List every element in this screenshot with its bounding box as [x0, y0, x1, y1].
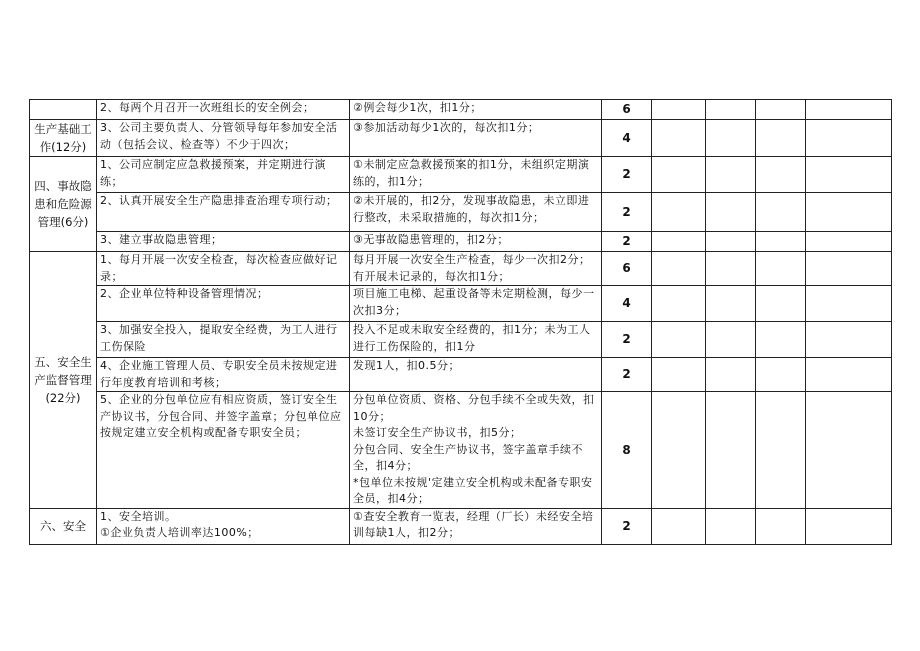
- table-row: [30, 100, 892, 120]
- empty-cell: [806, 322, 892, 358]
- table-row: [30, 120, 892, 157]
- requirement-cell: 3、建立事故隐患管理；: [97, 232, 350, 252]
- empty-cell: [652, 392, 706, 509]
- category-cell: 五、安全生产监督管理(22分): [30, 252, 97, 509]
- empty-cell: [756, 157, 806, 193]
- requirement-cell: 5、企业的分包单位应有相应资质，签订安全生产协议书，分包合同、并签字盖章；分包单位应按规定建立安全机构或配备专职安全员；: [97, 392, 350, 509]
- score-cell: 2: [602, 358, 652, 392]
- empty-cell: [652, 508, 706, 544]
- empty-cell: [806, 232, 892, 252]
- empty-cell: [706, 120, 756, 157]
- table-row: [30, 358, 892, 392]
- score-cell: 6: [602, 252, 652, 286]
- standard-cell: 分包单位资质、资格、分包手续不全或失效，扣10分； 未签订安全生产协议书，扣5分； 分包合同、安全生产协议书，签字盖章手续不全，扣4分； *包单位未按规'定建立安全机构或未配备专职安全员，扣4分；: [350, 392, 602, 509]
- empty-cell: [756, 286, 806, 322]
- empty-cell: [806, 100, 892, 120]
- empty-cell: [756, 508, 806, 544]
- standard-cell: ②未开展的，扣2分，发现事故隐患，未立即进行整改，未采取措施的，每次扣1分；: [350, 193, 602, 232]
- score-cell: 2: [602, 193, 652, 232]
- empty-cell: [652, 322, 706, 358]
- score-cell: 2: [602, 508, 652, 544]
- empty-cell: [806, 157, 892, 193]
- requirement-cell: 2、每两个月召开一次班组长的安全例会；: [97, 100, 350, 120]
- requirement-cell: 2、企业单位特种设备管理情况；: [97, 286, 350, 322]
- empty-cell: [806, 286, 892, 322]
- empty-cell: [706, 157, 756, 193]
- empty-cell: [652, 100, 706, 120]
- requirement-cell: 3、公司主要负责人、分管领导每年参加安全活动（包括会议、检查等）不少于四次；: [97, 120, 350, 157]
- standard-cell: 每月开展一次安全生产检查，每少一次扣2分；有开展未记录的，每次扣1分；: [350, 252, 602, 286]
- standard-cell: ③参加活动每少1次的，每次扣1分；: [350, 120, 602, 157]
- empty-cell: [756, 252, 806, 286]
- empty-cell: [652, 232, 706, 252]
- empty-cell: [706, 392, 756, 509]
- score-cell: 2: [602, 157, 652, 193]
- empty-cell: [652, 120, 706, 157]
- empty-cell: [706, 508, 756, 544]
- score-cell: 8: [602, 392, 652, 509]
- table-row: [30, 157, 892, 193]
- table-row: [30, 392, 892, 509]
- empty-cell: [806, 358, 892, 392]
- empty-cell: [706, 322, 756, 358]
- empty-cell: [652, 286, 706, 322]
- category-cell: 生产基础工作(12分): [30, 120, 97, 157]
- category-cell: 六、安全: [30, 508, 97, 544]
- empty-cell: [652, 157, 706, 193]
- empty-cell: [652, 358, 706, 392]
- score-cell: 2: [602, 232, 652, 252]
- empty-cell: [652, 252, 706, 286]
- empty-cell: [806, 508, 892, 544]
- empty-cell: [652, 193, 706, 232]
- safety-assessment-table: [29, 99, 892, 545]
- empty-cell: [756, 392, 806, 509]
- empty-cell: [706, 100, 756, 120]
- requirement-cell: 1、公司应制定应急救援预案，并定期进行演练；: [97, 157, 350, 193]
- score-cell: 4: [602, 286, 652, 322]
- empty-cell: [756, 322, 806, 358]
- empty-cell: [756, 358, 806, 392]
- empty-cell: [756, 120, 806, 157]
- requirement-cell: 1、安全培训。 ①企业负责人培训率达100%；: [97, 508, 350, 544]
- score-cell: 6: [602, 100, 652, 120]
- empty-cell: [806, 392, 892, 509]
- requirement-cell: 1、每月开展一次安全检查，每次检查应做好记录；: [97, 252, 350, 286]
- table-row: [30, 193, 892, 232]
- table-row: [30, 322, 892, 358]
- empty-cell: [756, 232, 806, 252]
- standard-cell: ①查安全教育一览表，经理（厂长）未经安全培训每缺1人，扣2分；: [350, 508, 602, 544]
- empty-cell: [806, 193, 892, 232]
- empty-cell: [806, 252, 892, 286]
- requirement-cell: 4、企业施工管理人员、专职安全员未按规定进行年度教育培训和考核；: [97, 358, 350, 392]
- empty-cell: [706, 193, 756, 232]
- table-row: [30, 252, 892, 286]
- requirement-cell: 3、加强安全投入，提取安全经费，为工人进行工伤保险: [97, 322, 350, 358]
- standard-cell: ③无事故隐患管理的，扣2分；: [350, 232, 602, 252]
- category-cell: 四、事故隐患和危险源管理(6分): [30, 157, 97, 252]
- standard-cell: 发现1人，扣0.5分；: [350, 358, 602, 392]
- empty-cell: [706, 232, 756, 252]
- empty-cell: [706, 286, 756, 322]
- standard-cell: ②例会每少1次，扣1分；: [350, 100, 602, 120]
- empty-cell: [806, 120, 892, 157]
- table-row: [30, 232, 892, 252]
- table-row: [30, 286, 892, 322]
- table-row: [30, 508, 892, 544]
- empty-cell: [706, 252, 756, 286]
- standard-cell: ①未制定应急救援预案的扣1分，未组织定期演练的，扣1分；: [350, 157, 602, 193]
- empty-cell: [756, 100, 806, 120]
- empty-cell: [756, 193, 806, 232]
- standard-cell: 投入不足或未取安全经费的，扣1分；未为工人进行工伤保险的，扣1分: [350, 322, 602, 358]
- empty-cell: [706, 358, 756, 392]
- category-cell: [30, 100, 97, 120]
- score-cell: 4: [602, 120, 652, 157]
- requirement-cell: 2、认真开展安全生产隐患排查治理专项行动；: [97, 193, 350, 232]
- score-cell: 2: [602, 322, 652, 358]
- standard-cell: 项目施工电梯、起重设备等未定期检测，每少一次扣3分；: [350, 286, 602, 322]
